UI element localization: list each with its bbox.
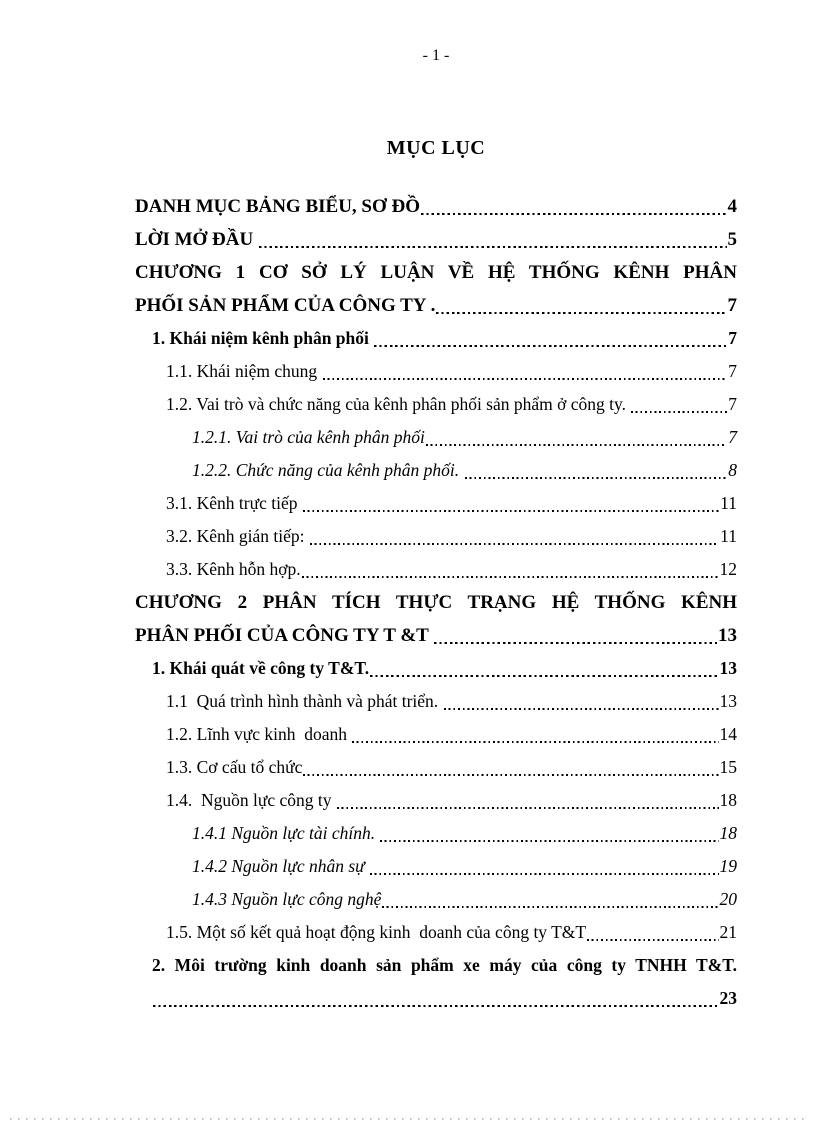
toc-row: [135, 190, 737, 223]
toc-row: [135, 586, 737, 619]
toc-row: [135, 652, 737, 685]
toc-entry-text: 1.4.1 Nguồn lực tài chính.: [192, 823, 380, 843]
dot-leader: [153, 1005, 719, 1007]
toc-entry-text: PHỐI SẢN PHẨM CỦA CÔNG TY .: [135, 295, 436, 316]
page-bottom-dotted-line: [10, 1118, 806, 1120]
toc-entry-text: 1. Khái quát về công ty T&T.: [152, 658, 370, 678]
toc-entry-text: 3.2. Kênh gián tiếp:: [166, 526, 309, 546]
toc-entry-text: 1.4.3 Nguồn lực công nghệ: [192, 889, 382, 909]
toc-entry-text: CHƯƠNG 2 PHÂN TÍCH THỰC TRẠNG HỆ THỐNG KÊNH: [135, 592, 737, 613]
dot-leader: [444, 708, 719, 710]
toc-row: [135, 619, 737, 652]
dot-leader: [259, 246, 727, 248]
toc-page-number: 21: [719, 922, 737, 942]
toc-row: [135, 916, 737, 949]
toc-row: [135, 553, 737, 586]
dot-leader: [302, 576, 719, 578]
page-number-header: - 1 -: [422, 47, 450, 64]
toc-page-number: 7: [728, 328, 737, 348]
dot-leader: [382, 906, 718, 908]
toc-entry-text: 1.4.2 Nguồn lực nhân sự: [192, 856, 370, 876]
toc-entry-text: 3.3. Kênh hỗn hợp.: [166, 559, 301, 579]
toc-page-number: 11: [720, 526, 737, 546]
toc-page-number: 13: [719, 691, 737, 711]
toc-page-number: 13: [719, 658, 737, 678]
toc-page-number: 7: [728, 361, 737, 381]
toc-row: [135, 421, 737, 454]
toc-list: [135, 190, 737, 1015]
toc-row: [135, 388, 737, 421]
dot-leader: [436, 312, 726, 314]
dot-leader: [303, 510, 719, 512]
toc-entry-text: 1.1. Khái niệm chung: [166, 361, 322, 381]
toc-page-number: 18: [719, 823, 737, 843]
dot-leader: [303, 774, 718, 776]
toc-page-number: 19: [719, 856, 737, 876]
toc-page-number: 7: [728, 427, 737, 447]
toc-page-number: 20: [719, 889, 737, 909]
toc-row: [135, 982, 737, 1015]
toc-page-number: 13: [718, 625, 737, 646]
dot-leader: [370, 873, 718, 875]
toc-entry-text: CHƯƠNG 1 CƠ SỞ LÝ LUẬN VỀ HỆ THỐNG KÊNH PHÂN: [135, 262, 737, 283]
toc-row: [135, 487, 737, 520]
toc-row: [135, 256, 737, 289]
document-title: MỤC LỤC: [386, 137, 486, 159]
toc-page-number: 11: [720, 493, 737, 513]
toc-page-number: 4: [727, 196, 737, 217]
toc-entry-text: 1.2.1. Vai trò của kênh phân phối: [192, 427, 425, 447]
toc-row: [135, 289, 737, 322]
toc-row: [135, 520, 737, 553]
toc-entry-text: 1.5. Một số kết quả hoạt động kinh doanh của công ty T&T: [166, 922, 587, 942]
toc-row: [135, 883, 737, 916]
toc-page-number: 14: [719, 724, 737, 744]
dot-leader: [421, 213, 726, 215]
dot-leader: [374, 345, 727, 347]
toc-page-number: 12: [719, 559, 737, 579]
toc-page-number: 5: [727, 229, 737, 250]
dot-leader: [352, 741, 718, 743]
dot-leader: [380, 840, 718, 842]
dot-leader: [434, 642, 717, 644]
toc-entry-text: DANH MỤC BẢNG BIỂU, SƠ ĐỒ: [135, 196, 421, 217]
toc-row: [135, 751, 737, 784]
toc-entry-text: 2. Môi trường kinh doanh sản phẩm xe máy của công ty TNHH T&T.: [152, 955, 737, 975]
dot-leader: [426, 444, 727, 446]
toc-entry-text: 1.2.2. Chức năng của kênh phân phối.: [192, 460, 464, 480]
toc-entry-text: PHÂN PHỐI CỦA CÔNG TY T &T: [135, 625, 434, 646]
toc-row: [135, 454, 737, 487]
toc-row: [135, 223, 737, 256]
toc-page-number: 7: [727, 295, 737, 316]
toc-page-number: 7: [728, 394, 737, 414]
toc-entry-text: 1. Khái niệm kênh phân phối: [152, 328, 374, 348]
toc-entry-text: LỜI MỞ ĐẦU: [135, 229, 258, 250]
dot-leader: [587, 939, 718, 941]
toc-page-number: 18: [719, 790, 737, 810]
toc-row: [135, 322, 737, 355]
toc-row: [135, 949, 737, 982]
toc-entry-text: 1.2. Vai trò và chức năng của kênh phân phối sản phẩm ở công ty.: [166, 394, 631, 414]
toc-row: [135, 850, 737, 883]
toc-entry-text: 1.4. Nguồn lực công ty: [166, 790, 336, 810]
toc-row: [135, 685, 737, 718]
dot-leader: [465, 477, 728, 479]
toc-row: [135, 718, 737, 751]
toc-row: [135, 817, 737, 850]
toc-entry-text: 1.3. Cơ cấu tổ chức: [166, 757, 303, 777]
dot-leader: [310, 543, 719, 545]
toc-page-number: 8: [728, 460, 737, 480]
toc-entry-text: 3.1. Kênh trực tiếp: [166, 493, 302, 513]
dot-leader: [631, 411, 727, 413]
toc-entry-text: 1.2. Lĩnh vực kinh doanh: [166, 724, 352, 744]
dot-leader: [337, 807, 719, 809]
toc-page-number: 23: [719, 988, 737, 1008]
dot-leader: [370, 675, 718, 677]
toc-entry-text: 1.1 Quá trình hình thành và phát triển.: [166, 691, 443, 711]
toc-page-number: 15: [719, 757, 737, 777]
toc-row: [135, 355, 737, 388]
toc-row: [135, 784, 737, 817]
dot-leader: [323, 378, 728, 380]
